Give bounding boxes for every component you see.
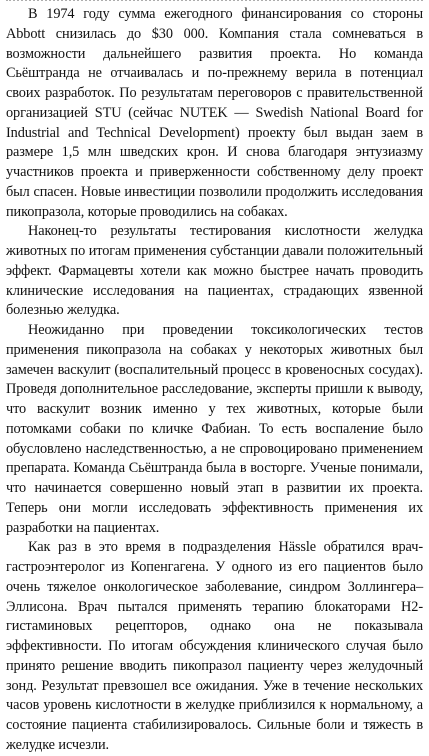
paragraph-acidity-results: Наконец-то результаты тестирования кислотности желудка животных по итогам применения субстанции давали положительный эффект. Фармацевты хотели как можно быстрее начать проводить клинические исследования на пациентах, страдающих язвенной болезнью желудка. <box>6 223 423 319</box>
cropped-previous-line <box>6 0 423 3</box>
paragraph-vasculitis: Неожиданно при проведении токсикологических тестов применения пикопразола на собаках у некоторых животных был замечен васкулит (воспалительный процесс в кровеносных сосудах). Проведя дополнительное расследование, эксперты пришли к выводу, что васкулит возник именно у тех животных, которые были потомками собаки по кличке Фабиан. То есть воспаление было обусловлено наследственностью, а не спровоцировано применением препарата. Команда Сьёштранда была в восторге. Ученые понимали, что начинается совершенно новый этап в развитии их проекта. Теперь они могли исследовать эффективность применения их разработки на пациентах. <box>6 322 423 536</box>
paragraph-financing: В 1974 году сумма ежегодного финансирования со стороны Abbott снизилась до $30 000. Компания стала сомневаться в возможности дальнейшего развития проекта. Но команда Сьёштранда не отчаивалась и по-прежнему верила в потенциал своих разработок. По результатам переговоров с правительственной организацией STU (сейчас NUTEK — Swedish National Board for Industrial and Technical Development) проекту был выдан заем в размере 1,5 млн шведских крон. И снова благодаря энтузиазму участников проекта и приверженности собственному делу проект был спасен. Новые инвестиции позволили продолжить исследования пикопразола, которые проводились на собаках. <box>6 6 423 220</box>
paragraph-patient-case: Как раз в это время в подразделения Hässle обратился врач-гастроэнтеролог из Копенгагена. У одного из его пациентов было очень тяжелое онкологическое заболевание, синдром Золлингера–Эллисона. Врач пытался применять терапию блокаторами H2-гистаминовых рецепторов, однако она не показывала эффективности. По итогам обсуждения клинического случая было принято решение вводить пикопразол пациенту через желудочный зонд. Результат превзошел все ожидания. Уже в течение нескольких часов уровень кислотности в желудке приблизился к нормальному, а состояние пациента стабилизировалось. Сильные боли и тяжесть в желудке исчезли. <box>6 539 423 753</box>
